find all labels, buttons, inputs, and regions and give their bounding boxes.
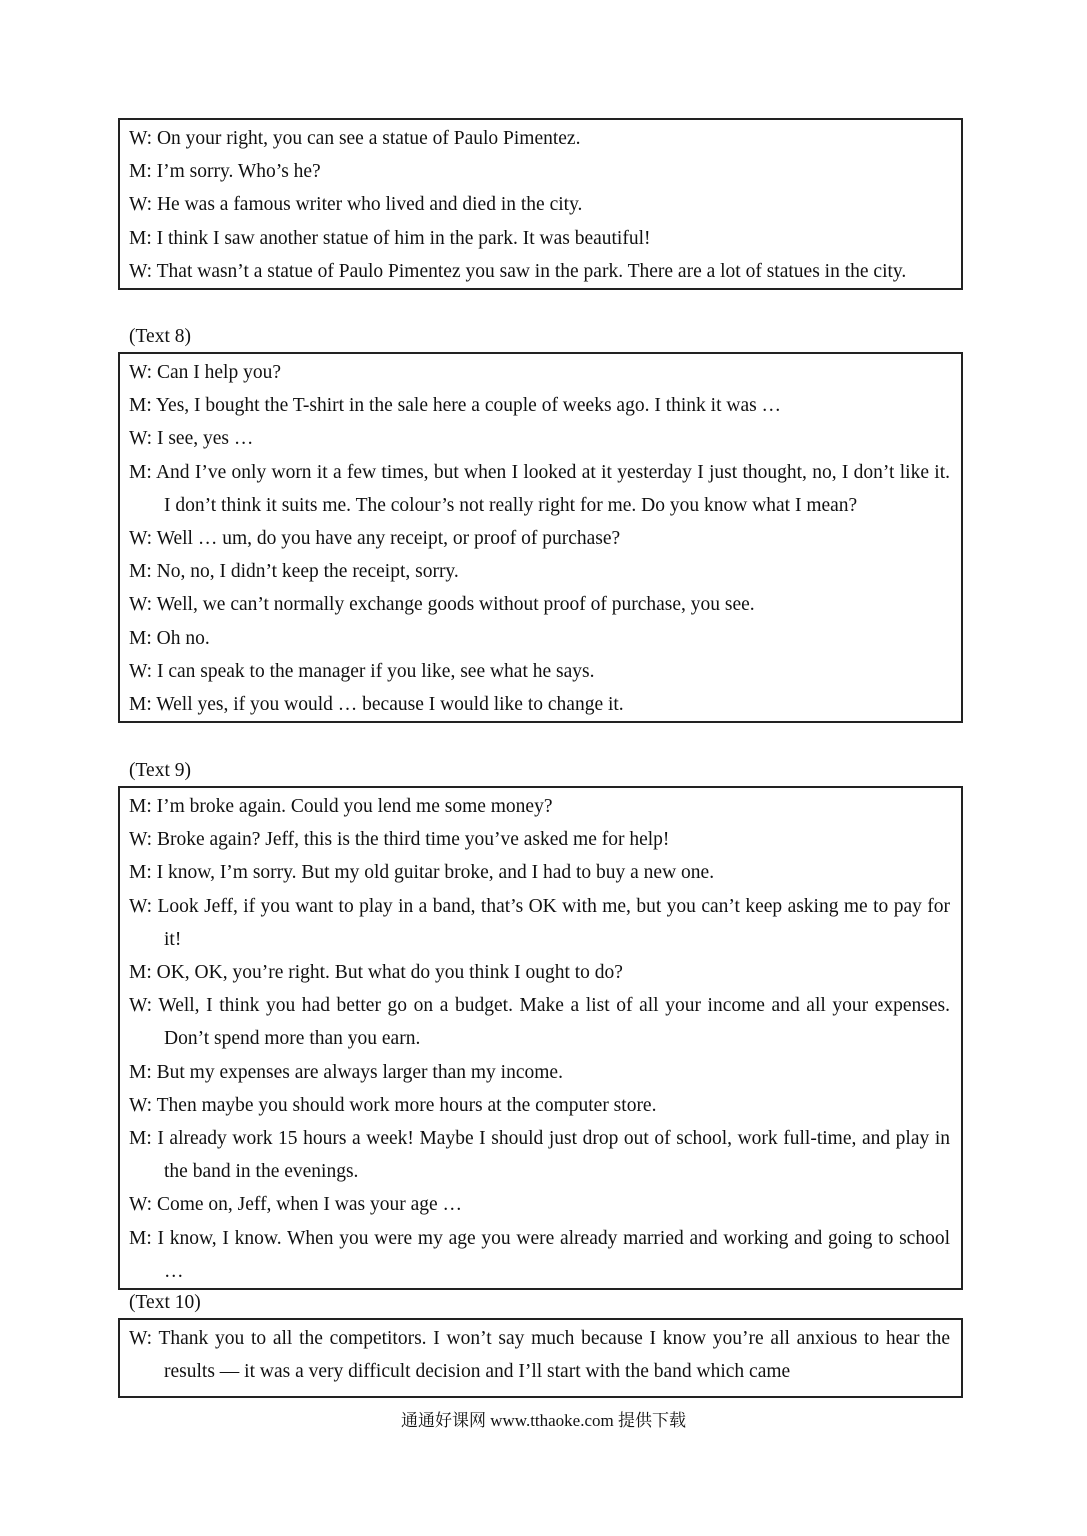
dialogue-line: W: On your right, you can see a statue of Paulo Pimentez. xyxy=(129,128,581,149)
dialogue-line: M: No, no, I didn’t keep the receipt, sorry. xyxy=(129,561,459,583)
dialogue-line: M: OK, OK, you’re right. But what do you think I ought to do? xyxy=(129,962,623,984)
dialogue-line: M: I know, I know. When you were my age you were already married and working and going to school … xyxy=(129,1227,950,1282)
dialogue-line: W: Come on, Jeff, when I was your age … xyxy=(129,1194,463,1216)
section-label-text-10: (Text 10) xyxy=(129,1292,201,1313)
dialogue-line: M: I think I saw another statue of him in the park. It was beautiful! xyxy=(129,227,651,249)
dialogue-box-text-7 xyxy=(118,118,963,290)
dialogue-line: M: Oh no. xyxy=(129,627,210,649)
dialogue-line: W: That wasn’t a statue of Paulo Pimentez you saw in the park. There are a lot of statues in the city. xyxy=(129,260,907,282)
dialogue-line: M: Yes, I bought the T-shirt in the sale here a couple of weeks ago. I think it was … xyxy=(129,395,782,417)
dialogue-line: W: Then maybe you should work more hours at the computer store. xyxy=(129,1094,657,1116)
dialogue-line: M: And I’ve only worn it a few times, but when I looked at it yesterday I just thought, no, I don’t like it. I don’t think it suits me. The colour’s not really right for me. Do you know what I mean? xyxy=(129,461,950,516)
dialogue-line: W: I see, yes … xyxy=(129,428,254,450)
section-label-text-9: (Text 9) xyxy=(129,760,191,781)
dialogue-line: W: Can I help you? xyxy=(129,362,281,383)
dialogue-line: M: I’m broke again. Could you lend me some money? xyxy=(129,796,553,817)
dialogue-line: M: Well yes, if you would … because I would like to change it. xyxy=(129,694,624,716)
dialogue-line: W: Broke again? Jeff, this is the third time you’ve asked me for help! xyxy=(129,829,670,851)
page-footer: 通通好课网 www.tthaoke.com 提供下载 xyxy=(400,1411,687,1430)
dialogue-line: M: I already work 15 hours a week! Maybe I should just drop out of school, work full-time, and play in the band in the evenings. xyxy=(129,1128,950,1183)
dialogue-line: M: But my expenses are always larger than my income. xyxy=(129,1061,563,1083)
dialogue-box-text-8 xyxy=(118,352,963,723)
dialogue-line: W: Well, we can’t normally exchange goods without proof of purchase, you see. xyxy=(129,594,755,616)
dialogue-line: W: He was a famous writer who lived and died in the city. xyxy=(129,194,583,216)
dialogue-line: M: I’m sorry. Who’s he? xyxy=(129,161,321,183)
dialogue-line: W: Well, I think you had better go on a budget. Make a list of all your income and all your expenses. Don’t spend more than you earn. xyxy=(129,995,950,1050)
dialogue-box-text-9 xyxy=(118,786,963,1290)
dialogue-box-text-10 xyxy=(118,1318,963,1398)
dialogue-line: M: I know, I’m sorry. But my old guitar broke, and I had to buy a new one. xyxy=(129,862,715,884)
dialogue-line: W: Look Jeff, if you want to play in a band, that’s OK with me, but you can’t keep asking me to pay for it! xyxy=(129,895,950,950)
dialogue-line: W: Well … um, do you have any receipt, or proof of purchase? xyxy=(129,528,621,550)
dialogue-line: W: I can speak to the manager if you like, see what he says. xyxy=(129,660,595,682)
dialogue-line: W: Thank you to all the competitors. I won’t say much because I know you’re all anxious to hear the results — it was a very difficult decision and I’ll start with the band which came xyxy=(129,1328,950,1383)
section-label-text-8: (Text 8) xyxy=(129,326,191,347)
